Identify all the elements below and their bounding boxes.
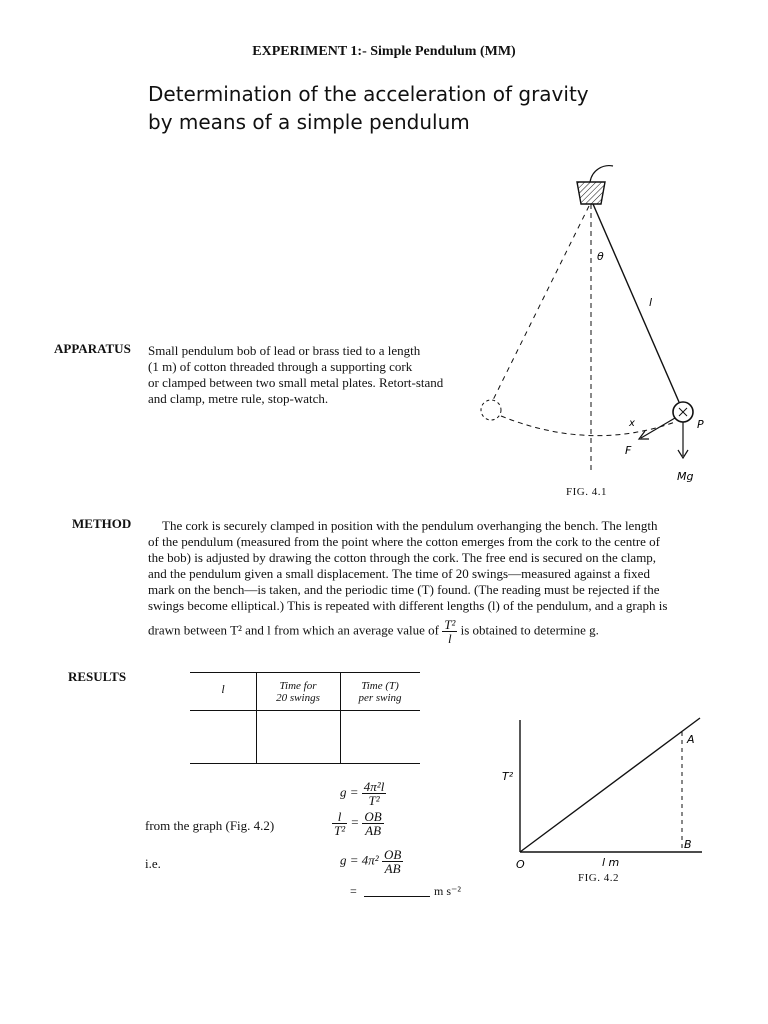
heading-line-2: by means of a simple pendulum (148, 110, 470, 134)
cotton-thread-top (590, 166, 613, 182)
method-line: of the pendulum (measured from the point where the cotton emerges from the cork to the centre of (148, 534, 661, 549)
apparatus-text (148, 343, 468, 407)
method-last-b: is obtained to determine g. (460, 622, 599, 638)
pendulum-string (593, 204, 679, 402)
method-text (148, 518, 704, 645)
p-label: P (697, 418, 704, 431)
eq2-num-l: l (332, 810, 347, 824)
eq1-fraction (362, 780, 387, 807)
method-frac-num: T² (444, 617, 456, 632)
method-line: The cork is securely clamped in position with the pendulum overhanging the bench. The length (162, 518, 658, 533)
eq2-left-fraction (332, 810, 347, 837)
main-heading (148, 80, 589, 136)
results-label: RESULTS (68, 669, 127, 684)
table-header-rule (190, 710, 420, 711)
eq2-right-fraction (362, 810, 383, 837)
results-table (190, 672, 420, 764)
eq3-lhs: g = 4π² (340, 852, 379, 868)
eq4-equals: = (350, 884, 357, 898)
eq1-den: T² (368, 793, 380, 808)
length-label: l (649, 296, 653, 309)
eq2-num-r: OB (364, 809, 382, 824)
method-line: swings become elliptical.) This is repeated with different lengths (l) of the pendulum, and a graph is (148, 598, 668, 613)
equation-g-final (340, 848, 403, 875)
method-frac-den: l (447, 631, 452, 646)
bob-left-ghost (481, 400, 501, 420)
from-graph-text: from the graph (Fig. 4.2) (145, 818, 275, 833)
mg-label: Mg (677, 470, 694, 483)
header-length: l (221, 682, 225, 696)
eq1-num: 4π²l (363, 779, 385, 794)
point-a-label: A (687, 733, 695, 746)
displaced-string-left (493, 206, 589, 400)
table-bottom-rule (190, 763, 420, 764)
header-time-20-line1: Time for (279, 680, 317, 692)
cork-icon (577, 182, 605, 204)
method-label: METHOD (72, 516, 132, 531)
equation-g (340, 780, 386, 807)
eq3-fraction (382, 848, 403, 875)
method-fraction (442, 618, 457, 645)
apparatus-line: Small pendulum bob of lead or brass tied to a length (148, 343, 421, 358)
point-b-label: B (684, 838, 692, 851)
answer-blank-line (364, 896, 430, 897)
method-line: mark on the bench—is taken, and the periodic time (T) found. (The reading must be rejected if the (148, 582, 660, 597)
method-line: the bob) is adjusted by drawing the cotton through the cork. The free end is secured on the clamp, (148, 550, 657, 565)
origin-label: O (516, 858, 525, 871)
restoring-force-arrow (641, 418, 675, 438)
equation-ratio (332, 810, 384, 837)
eq4-unit: m s⁻² (434, 884, 461, 898)
x-axis-label: l m (602, 856, 620, 869)
header-period-line2: per swing (358, 692, 402, 704)
restoring-force-arrowhead (639, 431, 649, 439)
apparatus-label: APPARATUS (54, 341, 131, 356)
method-last-line (148, 618, 704, 645)
header-period-line1: Time (T) (361, 680, 399, 692)
graph-line (520, 718, 700, 852)
figure-4-2-caption: FIG. 4.2 (578, 872, 619, 884)
eq3-den: AB (384, 861, 401, 876)
method-last-a: drawn between T² and l from which an average value of (148, 622, 439, 638)
apparatus-line: (1 m) of cotton threaded through a supporting cork (148, 359, 413, 374)
experiment-title: EXPERIMENT 1:- Simple Pendulum (MM) (252, 44, 516, 59)
pendulum-diagram (465, 160, 735, 500)
figure-4-1-caption: FIG. 4.1 (566, 486, 607, 498)
method-line: and the pendulum given a small displacement. The time of 20 swings—measured against a fixed (148, 566, 650, 581)
eq1-lhs: g = (340, 784, 359, 800)
eq2-den-r: AB (365, 823, 382, 838)
header-period (340, 680, 420, 704)
f-label: F (625, 444, 632, 457)
y-axis-label: T² (502, 770, 514, 783)
header-time-20 (256, 680, 340, 704)
apparatus-line: or clamped between two small metal plates. Retort-stand (148, 375, 444, 390)
apparatus-line: and clamp, metre rule, stop-watch. (148, 391, 329, 406)
x-label: x (629, 418, 635, 429)
table-top-rule (190, 672, 420, 673)
heading-line-1: Determination of the acceleration of gravity (148, 82, 589, 106)
t-squared-vs-length-graph (490, 710, 720, 880)
theta-label: θ (597, 250, 604, 263)
header-time-20-line2: 20 swings (276, 692, 320, 704)
ie-text: i.e. (145, 856, 161, 871)
eq3-num: OB (383, 847, 402, 862)
eq2-equals: = (350, 814, 360, 830)
eq2-den-l: T² (334, 823, 346, 838)
